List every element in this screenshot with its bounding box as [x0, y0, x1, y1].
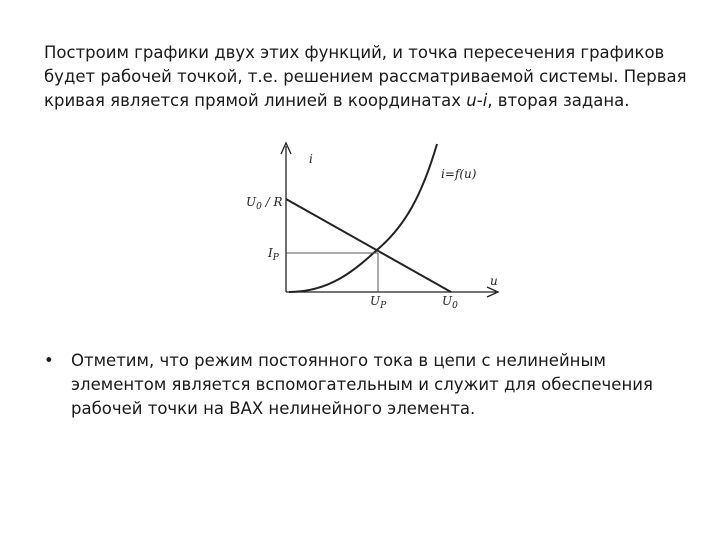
bullet-line-2: элементом является вспомогательным и служит для обеспечения: [71, 375, 653, 394]
bullet-line-1: Отметим, что режим постоянного тока в цепи с нелинейным: [71, 351, 606, 370]
intro-line-2: будет рабочей точкой, т.е. решением рассматриваемой системы. Первая: [44, 67, 687, 86]
intro-i-italic: i: [482, 91, 488, 110]
iv-characteristic-curve: [289, 144, 437, 292]
tick-up-main: U: [370, 294, 381, 308]
tick-u0-over-r-rest: / R: [261, 195, 283, 209]
axis-i-label: i: [309, 152, 313, 166]
intro-line-1: Построим графики двух этих функций, и точка пересечения графиков: [44, 43, 665, 62]
tick-ip-main: I: [268, 246, 273, 260]
tick-ip-sub: P: [272, 253, 279, 263]
tick-ip: [267, 246, 280, 263]
curve-label: i=f(u): [441, 167, 477, 181]
intro-u-italic: u: [466, 91, 477, 110]
tick-u0-sub: 0: [452, 301, 458, 311]
load-line: [286, 199, 451, 292]
intro-line-3-text: кривая является прямой линией в координатах: [44, 91, 467, 110]
tick-up-sub: P: [380, 301, 387, 311]
bullet-line-3: рабочей точки на ВАХ нелинейного элемента.: [71, 399, 476, 418]
tick-up: [370, 294, 387, 311]
tick-u0-over-r: [246, 195, 283, 212]
bullet-text: [71, 349, 694, 421]
tick-u0-over-r-sub: 0: [256, 202, 262, 212]
tick-u0-main: U: [442, 294, 453, 308]
intro-dash: -: [476, 91, 483, 110]
bullet-item: [44, 349, 694, 421]
intro-line-3-end: , вторая задана.: [487, 91, 630, 110]
bullet-dot: •: [44, 351, 54, 370]
axis-u-label: u: [490, 274, 498, 288]
tick-u0: [442, 294, 458, 311]
tick-u0-over-r-main: U: [246, 195, 257, 209]
